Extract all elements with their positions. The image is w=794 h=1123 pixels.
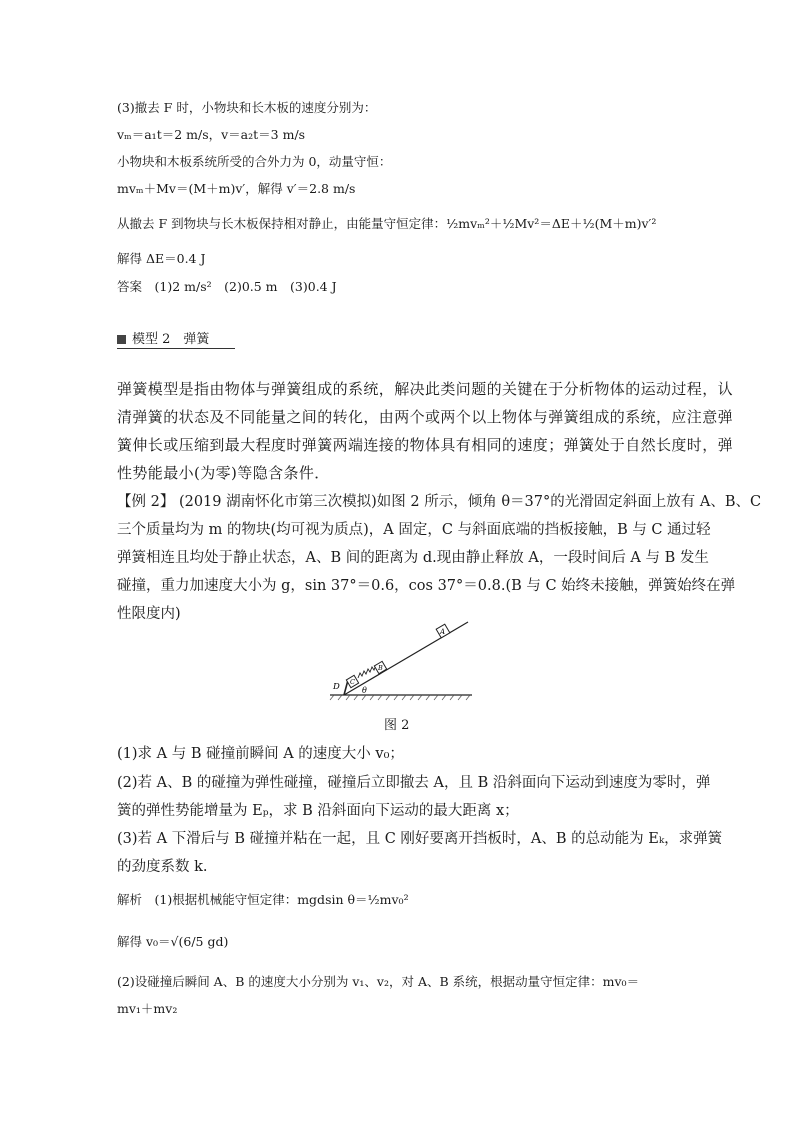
intro-line-3: 簧伸长或压缩到最大程度时弹簧两端连接的物体具有相同的速度；弹簧处于自然长度时，弹 bbox=[117, 436, 734, 454]
solution-line-3: (3)撤去 F 时，小物块和长木板的速度分别为： bbox=[117, 100, 377, 115]
example-line-2: 三个质量均为 m 的物块(均可视为质点)，A 固定，C 与斜面底端的挡板接触，B 与 C 通过轻 bbox=[117, 522, 711, 538]
figure-caption: 图 2 bbox=[384, 718, 410, 733]
example-line-1: 【例 2】 (2019 湖南怀化市第三次模拟)如图 2 所示，倾角 θ＝37°的光滑固定斜面上放有 A、B、C bbox=[117, 494, 762, 510]
label-c: C bbox=[350, 678, 355, 686]
question-3-line-1: (3)若 A 下滑后与 B 碰撞并粘在一起，且 C 刚好要离开挡板时，A、B 的总动能为 Eₖ，求弹簧 bbox=[117, 831, 723, 847]
label-a: A bbox=[440, 628, 446, 636]
intro-line-2: 清弹簧的状态及不同能量之间的转化，由两个或两个以上物体与弹簧组成的系统，应注意弹 bbox=[117, 408, 734, 426]
velocity-equation: vₘ＝a₁t＝2 m/s，v＝a₂t＝3 m/s bbox=[117, 127, 306, 142]
example-line-3: 弹簧相连且均处于静止状态，A、B 间的距离为 d.现由静止释放 A，一段时间后 A 与 B 发生 bbox=[117, 550, 709, 566]
momentum-equation: mvₘ＋Mv＝(M＋m)v′，解得 v′＝2.8 m/s bbox=[117, 181, 356, 196]
answer-line: 答案 (1)2 m/s² (2)0.5 m (3)0.4 J bbox=[117, 279, 337, 294]
example-line-5: 性限度内) bbox=[117, 606, 181, 622]
spring bbox=[358, 665, 376, 678]
intro-line-1: 弹簧模型是指由物体与弹簧组成的系统，解决此类问题的关键在于分析物体的运动过程，认 bbox=[117, 380, 734, 398]
example-line-4: 碰撞，重力加速度大小为 g，sin 37°＝0.6，cos 37°＝0.8.(B 与 C 始终未接触，弹簧始终在弹 bbox=[117, 578, 736, 594]
ground-hatching bbox=[330, 695, 470, 700]
label-b: B bbox=[378, 664, 383, 672]
section-title: 模型 2 弹簧 bbox=[132, 332, 210, 347]
energy-equation: 从撤去 F 到物块与长木板保持相对静止，由能量守恒定律：½mvₘ²＋½Mv²＝ΔE＋½(M＋m)v′² bbox=[117, 216, 657, 231]
square-bullet-icon bbox=[117, 335, 126, 344]
solution-step-1: 解析 (1)根据机械能守恒定律：mgdsin θ＝½mv₀² bbox=[117, 892, 409, 907]
incline-figure bbox=[326, 618, 476, 708]
label-theta: θ bbox=[362, 686, 367, 695]
label-d: D bbox=[333, 682, 340, 692]
question-2-line-1: (2)若 A、B 的碰撞为弹性碰撞，碰撞后立即撤去 A，且 B 沿斜面向下运动到速度为零时，弹 bbox=[117, 775, 711, 791]
question-1: (1)求 A 与 B 碰撞前瞬间 A 的速度大小 v₀； bbox=[117, 746, 404, 762]
solution-step-2-line-1: (2)设碰撞后瞬间 A、B 的速度大小分别为 v₁、v₂，对 A、B 系统，根据动量守恒定律：mv₀＝ bbox=[117, 974, 640, 989]
intro-line-4: 性势能最小(为零)等隐含条件． bbox=[117, 464, 330, 482]
question-2-line-2: 簧的弹性势能增量为 Eₚ，求 B 沿斜面向下运动的最大距离 x； bbox=[117, 803, 519, 819]
solution-step-2-line-2: mv₁＋mv₂ bbox=[117, 1001, 178, 1016]
energy-result: 解得 ΔE＝0.4 J bbox=[117, 251, 206, 266]
section-heading bbox=[117, 328, 235, 349]
question-3-line-2: 的劲度系数 k. bbox=[117, 859, 208, 875]
momentum-statement: 小物块和木板系统所受的合外力为 0，动量守恒： bbox=[117, 154, 392, 169]
solution-step-1-result: 解得 v₀＝√(6/5 gd) bbox=[117, 934, 229, 949]
